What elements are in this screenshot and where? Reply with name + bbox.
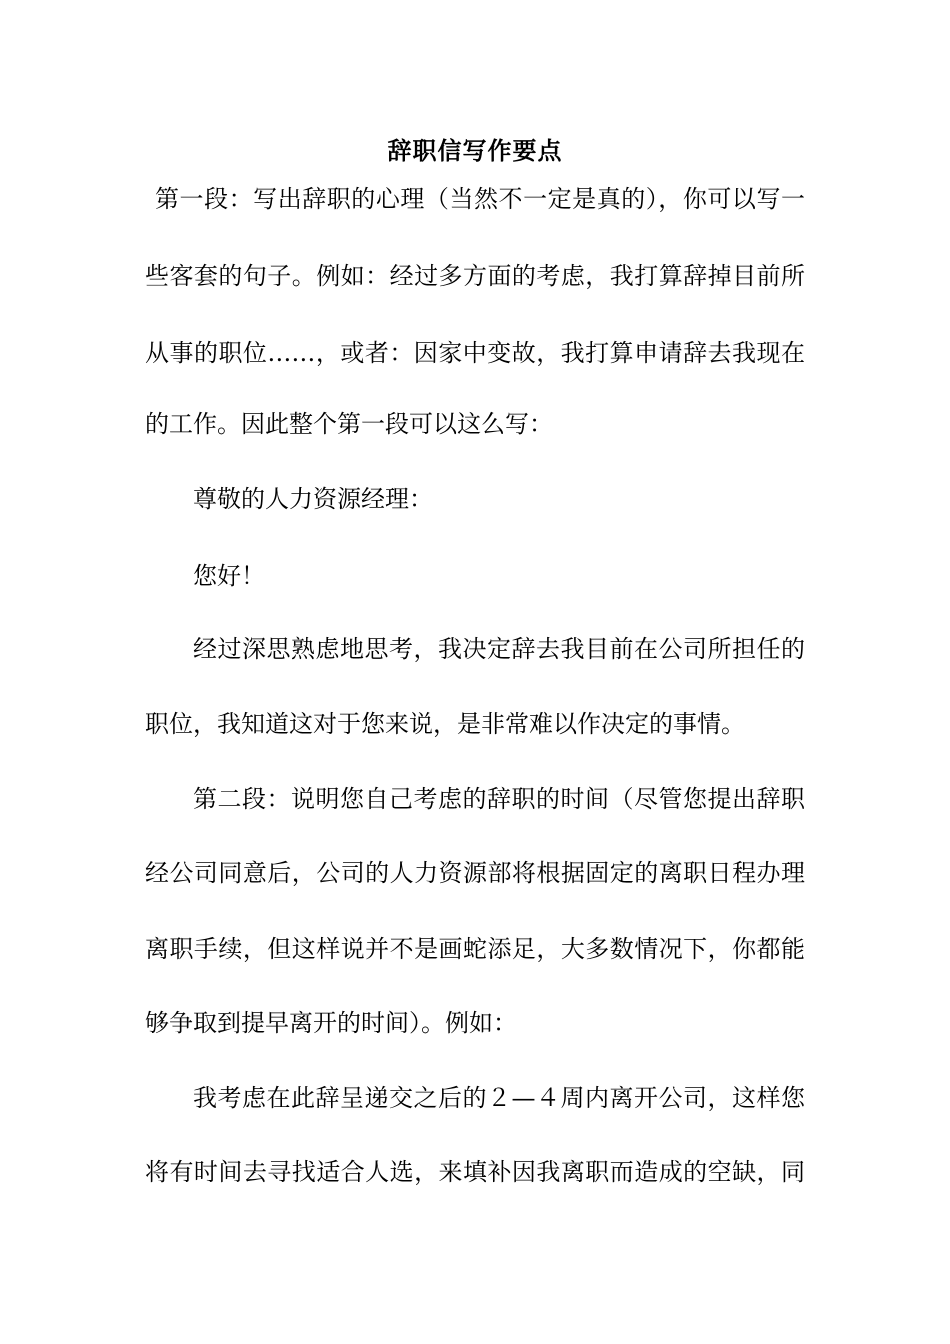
paragraph-line: 从事的职位……，或者：因家中变故，我打算申请辞去我现在 bbox=[145, 339, 805, 367]
salutation-line: 尊敬的人力资源经理： bbox=[193, 485, 433, 513]
paragraph-line: 将有时间去寻找适合人选，来填补因我离职而造成的空缺，同 bbox=[145, 1158, 805, 1186]
paragraph-line: 我考虑在此辞呈递交之后的２—４周内离开公司，这样您 bbox=[193, 1084, 805, 1112]
paragraph-line: 第一段：写出辞职的心理（当然不一定是真的），你可以写一 bbox=[155, 185, 805, 213]
greeting-line: 您好！ bbox=[193, 562, 265, 590]
paragraph-line: 些客套的句子。例如：经过多方面的考虑，我打算辞掉目前所 bbox=[145, 262, 805, 290]
paragraph-line: 职位，我知道这对于您来说，是非常难以作决定的事情。 bbox=[145, 710, 745, 738]
document-title: 辞职信写作要点 bbox=[387, 136, 563, 165]
paragraph-line: 经过深思熟虑地思考，我决定辞去我目前在公司所担任的 bbox=[193, 635, 805, 663]
paragraph-line: 离职手续，但这样说并不是画蛇添足，大多数情况下，你都能 bbox=[145, 935, 805, 963]
paragraph-line: 经公司同意后，公司的人力资源部将根据固定的离职日程办理 bbox=[145, 859, 805, 887]
paragraph-line: 够争取到提早离开的时间）。例如： bbox=[145, 1009, 517, 1037]
paragraph-line: 的工作。因此整个第一段可以这么写： bbox=[145, 410, 553, 438]
paragraph-line: 第二段：说明您自己考虑的辞职的时间（尽管您提出辞职 bbox=[193, 785, 805, 813]
